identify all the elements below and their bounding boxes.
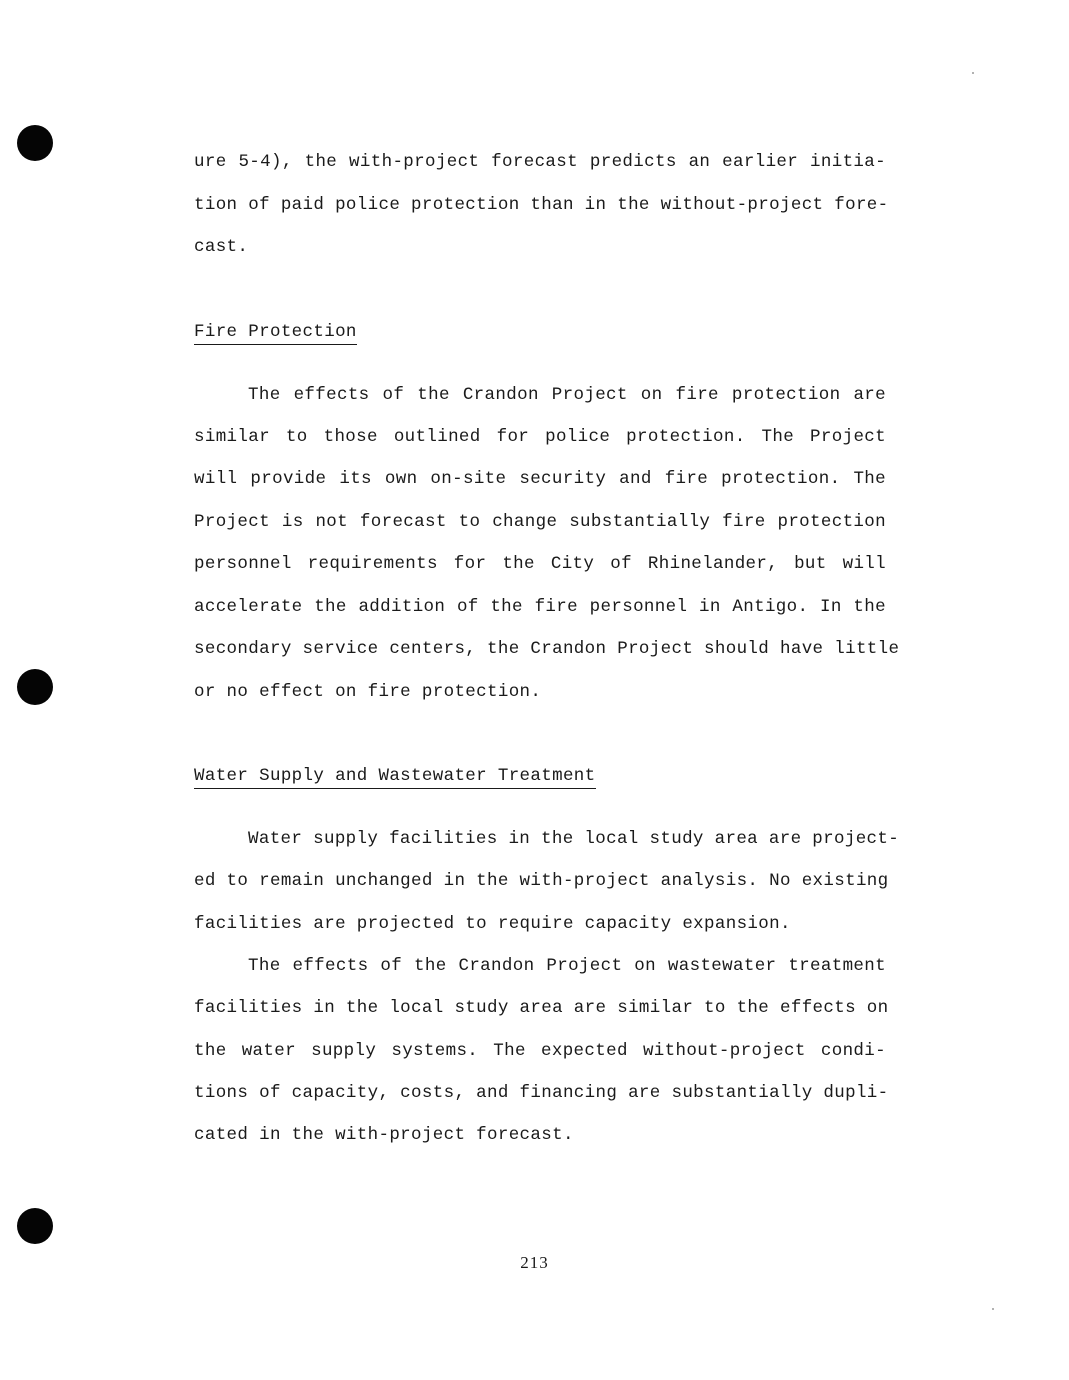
text-line: ed to remain unchanged in the with-project analysis. No existing	[194, 871, 889, 891]
text-line: personnel requirements for the City of Rhinelander, but will	[194, 554, 886, 574]
binder-hole-bottom	[17, 1208, 53, 1244]
text-line: or no effect on fire protection.	[194, 682, 542, 702]
text-line: ure 5-4), the with-project forecast predicts an earlier initia-	[194, 152, 886, 172]
text-line: facilities are projected to require capacity expansion.	[194, 914, 791, 934]
text-line: facilities in the local study area are similar to the effects on	[194, 998, 889, 1018]
scan-speck	[972, 72, 974, 74]
text-line: the water supply systems. The expected without-project condi-	[194, 1041, 886, 1061]
text-line: similar to those outlined for police protection. The Project	[194, 427, 886, 447]
section-heading-water-supply	[194, 765, 596, 789]
text-line: cast.	[194, 237, 249, 257]
binder-hole-middle	[17, 669, 53, 705]
text-line: secondary service centers, the Crandon Project should have little	[194, 639, 900, 659]
binder-hole-top	[17, 125, 53, 161]
page-number: 213	[520, 1253, 549, 1272]
text-line: The effects of the Crandon Project on wastewater treatment	[248, 956, 886, 976]
text-line: accelerate the addition of the fire personnel in Antigo. In the	[194, 597, 886, 617]
text-line: tions of capacity, costs, and financing are substantially dupli-	[194, 1083, 889, 1103]
text-line: Project is not forecast to change substantially fire protection	[194, 512, 886, 532]
text-line: The effects of the Crandon Project on fire protection are	[248, 385, 886, 405]
text-line: Water supply facilities in the local study area are project-	[248, 829, 900, 849]
scan-speck	[992, 1308, 994, 1310]
section-heading-text: Water Supply and Wastewater Treatment	[194, 765, 596, 789]
section-heading-fire-protection	[194, 321, 357, 345]
section-heading-text: Fire Protection	[194, 321, 357, 345]
text-line: cated in the with-project forecast.	[194, 1125, 574, 1145]
text-line: will provide its own on-site security and fire protection. The	[194, 469, 886, 489]
text-line: tion of paid police protection than in the without-project fore-	[194, 195, 889, 215]
